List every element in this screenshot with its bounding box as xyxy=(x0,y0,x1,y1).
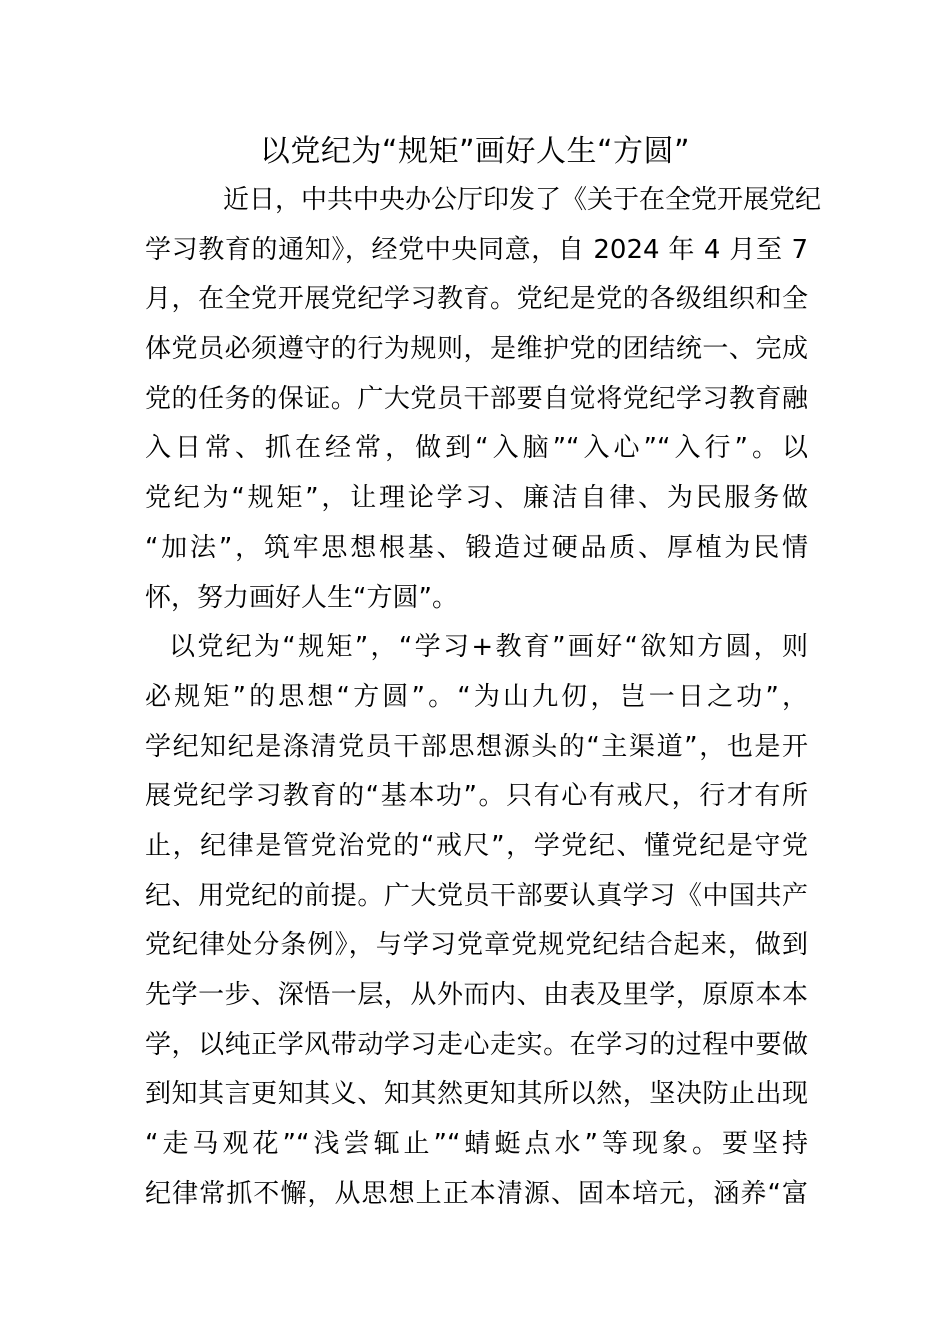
text-line: 纪律常抓不懈，从思想上正本清源、固本培元，涵养“富 xyxy=(145,1178,808,1209)
text-line: 入日常、抓在经常，做到“入脑”“入心”“入行”。以 xyxy=(145,433,808,464)
text-line: 止，纪律是管党治党的“戒尺”，学党纪、懂党纪是守党 xyxy=(145,830,808,861)
text-line: “走马观花”“浅尝辄止”“蜻蜓点水”等现象。要坚持 xyxy=(145,1129,808,1160)
text-line: 党的任务的保证。广大党员干部要自觉将党纪学习教育融 xyxy=(145,383,808,414)
text-line: 党纪为“规矩”，让理论学习、廉洁自律、为民服务做 xyxy=(145,483,808,514)
document-title: 以党纪为“规矩”画好人生“方圆” xyxy=(259,134,691,169)
text-line: 学纪知纪是涤清党员干部思想源头的“主渠道”，也是开 xyxy=(145,731,808,762)
text-line: 学习教育的通知》，经党中央同意，自 2024 年 4 月至 7 xyxy=(145,234,808,265)
text-line: 必规矩”的思想“方圆”。“为山九仞，岂一日之功”， xyxy=(145,681,808,712)
text-line: 党纪律处分条例》，与学习党章党规党纪结合起来，做到 xyxy=(145,930,808,961)
text-line: “加法”，筑牢思想根基、锻造过硬品质、厚植为民情 xyxy=(145,532,808,563)
document-body xyxy=(145,176,822,1219)
text-line: 展党纪学习教育的“基本功”。只有心有戒尺，行才有所 xyxy=(145,781,808,812)
text-line: 纪、用党纪的前提。广大党员干部要认真学习《中国共产 xyxy=(145,880,808,911)
paragraph-2 xyxy=(145,623,808,1219)
paragraph-1 xyxy=(145,176,822,623)
text-line: 近日，中共中央办公厅印发了《关于在全党开展党纪 xyxy=(197,185,822,215)
text-line: 怀，努力画好人生“方圆”。 xyxy=(145,582,458,613)
text-line: 体党员必须遵守的行为规则，是维护党的团结统一、完成 xyxy=(145,334,808,365)
text-line: 学，以纯正学风带动学习走心走实。在学习的过程中要做 xyxy=(145,1029,808,1060)
text-line: 先学一步、深悟一层，从外而内、由表及里学，原原本本 xyxy=(145,980,808,1010)
text-line: 月，在全党开展党纪学习教育。党纪是党的各级组织和全 xyxy=(145,284,808,315)
text-line: 到知其言更知其义、知其然更知其所以然，坚决防止出现 xyxy=(145,1079,808,1110)
text-line: 以党纪为“规矩”，“学习+教育”画好“欲知方圆，则 xyxy=(169,632,808,663)
